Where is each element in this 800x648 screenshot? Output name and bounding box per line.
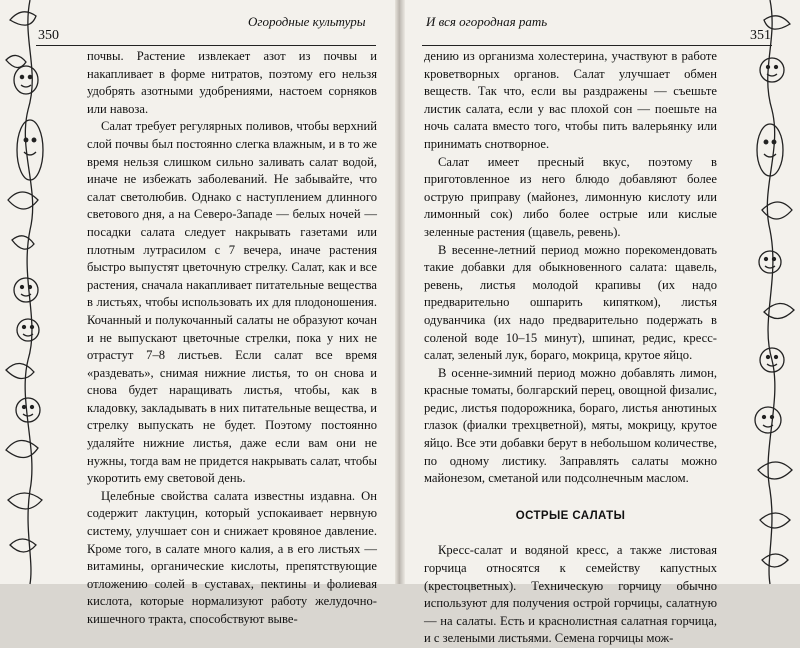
section-heading: ОСТРЫЕ САЛАТЫ <box>515 509 626 522</box>
body-text <box>424 48 717 648</box>
right-page <box>402 0 800 646</box>
running-head: Огородные культуры <box>248 14 366 29</box>
paragraph: Целебные свойства салата известны издавна. Он содержит лактуцин, который успокаивает нервную систему, улучшает сон и снижает кровяное давление. Кроме того, в салате много калия, а в его листьях — витамины, органические кислоты, препятствующие отложению солей в суставах, пектины и фолиевая кислота, которые нормализуют работу желудочно-кишечного тракта, способствуют выве- <box>87 488 377 626</box>
left-page <box>0 0 398 626</box>
header-rule <box>36 45 376 46</box>
page-number: 351 <box>750 28 771 43</box>
paragraph: В весенне-летний период можно порекомендовать такие добавки для обыкновенного салата: щавель, ревень, листья молодой крапивы (их надо предварительно ошпарить кипятком), листья одуванчика (их надо предварительно подержать в соленой воде 10–15 минут), шпинат, редис, кресс-салат, зеленый лук, бораго, мокрица, крутое яйцо. <box>424 242 717 363</box>
header-rule <box>422 45 772 46</box>
paragraph: В осенне-зимний период можно добавлять лимон, красные томаты, болгарский перец, овощной физалис, редис, листья подорожника, бораго, листья анютиных глазок (фиалки трехцветной), мяты, мокрицу, крутое яйцо. Все эти добавки берут в небольшом количестве, по одному листику. Заправлять салаты можно майонезом, сметаной или подсолнечным маслом. <box>424 365 717 486</box>
running-head: И вся огородная рать <box>426 14 548 29</box>
paragraph: Салат требует регулярных поливов, чтобы верхний слой почвы был постоянно слегка влажным, и в то же время нельзя слишком сильно заливать салат водой, иначе не избежать заболеваний. Не забывайте, что салат светолюбив. Однако с наступлением длинного светового дня, а на Северо-Западе — белых ночей — посадки салата следует накрывать газетами или плотным лутрасилом с 7 вечера, иначе растения быстро выпустят цветочную стрелку. Салат, как и все растения, сначала накапливает питательные вещества в листьях, чтобы использовать их для плодоношения. Кочанный и полукочанный салаты не образуют кочан и не выпускают цветочные стрелки, пока у них не отрастут 7–8 листьев. Если салат все время «раздевать», снимая нижние листья, то он снова и снова будет наращивать листья, чтобы, как в кладовку, закладывать в них питательные вещества, и стрелку выпускать не будет. Поэтому постоянно удаляйте нижние листья, даже если вам они не нужны, тогда вам не придется накрывать салат, чтобы укоротить ему световой день. <box>87 119 377 486</box>
paragraph: дению из организма холестерина, участвуют в работе кроветворных органов. Салат улучшает обмен веществ. Так что, если вы раздражены — съешьте листик салата, если у вас плохой сон — поешьте на ночь салата вместо того, чтобы пить валерьянку или принимать снотворное. <box>424 49 717 151</box>
page-number: 350 <box>38 28 59 43</box>
paragraph: Кресс-салат и водяной кресс, а также листовая горчица относятся к семейству капустных (крестоцветных). Техническую горчицу обычно используют для получения острой горчицы, салатную — на салаты. Есть и краснолистная салатная горчица, и с зелеными листьями. Семена горчицы мож- <box>424 543 717 646</box>
vegetable-border-illustration <box>740 0 800 584</box>
paragraph: Салат имеет пресный вкус, поэтому в приготовленное из него блюдо добавляют более острую приправу (майонез, лимонную кислоту или лимонный сок) либо более острые или кислые зеленные растения (щавель, ревень). <box>424 154 717 239</box>
body-text <box>87 48 377 629</box>
vegetable-border-illustration <box>0 0 60 584</box>
paragraph: почвы. Растение извлекает азот из почвы и накапливает в форме нитратов, поэтому его нельзя удобрять азотными удобрениями, настоем сорняков или навоза. <box>87 49 377 116</box>
